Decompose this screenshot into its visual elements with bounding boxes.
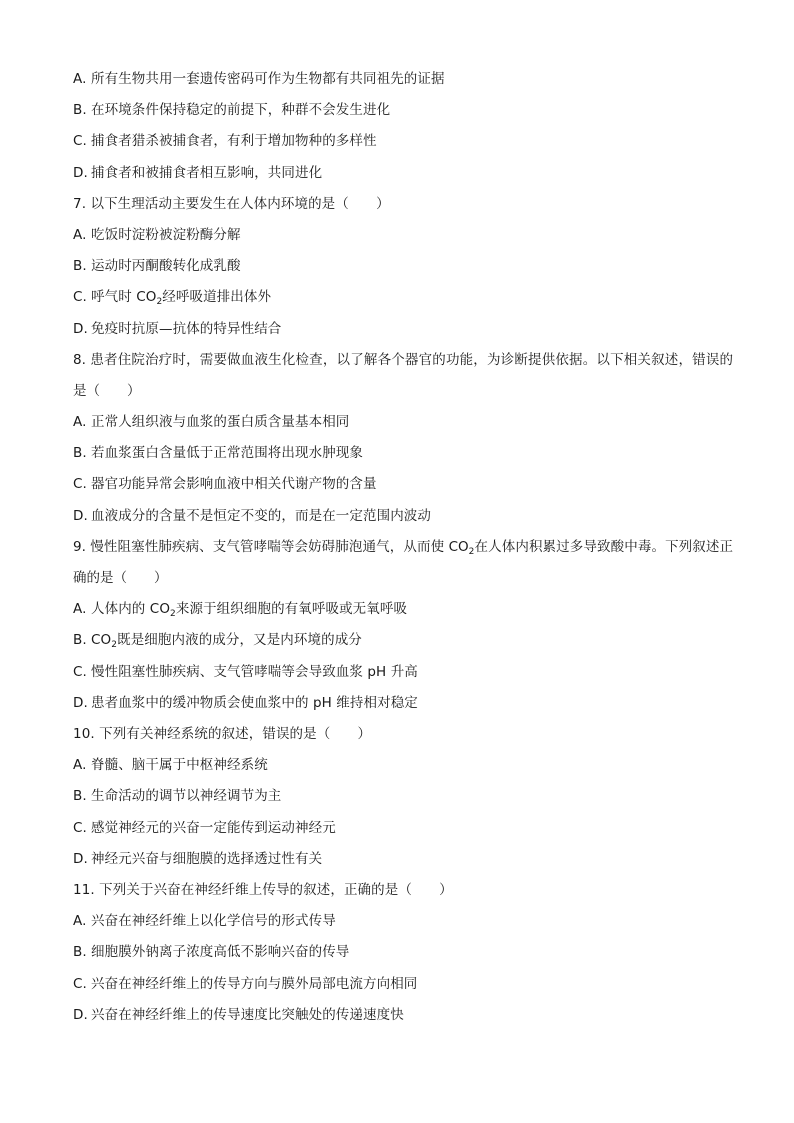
option-text: 患者血浆中的缓冲物质会使血浆中的 pH 维持相对稳定 [91, 694, 418, 711]
option-text: 人体内的 CO [91, 601, 171, 618]
option-line [73, 688, 733, 719]
option-line [73, 844, 733, 875]
option-text: 兴奋在神经纤维上的传导速度比突触处的传递速度快 [91, 1006, 404, 1023]
option-line [73, 407, 733, 438]
question-9-stem [73, 532, 733, 594]
option-text-cont: 既是细胞内液的成分，又是内环境的成分 [117, 632, 362, 649]
option-text: 捕食者和被捕食者相互影响，共同进化 [91, 164, 323, 181]
option-letter: A. [73, 601, 87, 618]
question-9-stem-text: 9. 慢性阻塞性肺疾病、支气管哮喘等会妨碍肺泡通气，从而使 CO [73, 538, 469, 555]
option-letter: B. [73, 258, 87, 275]
option-letter: A. [73, 913, 87, 930]
option-text: 捕食者猎杀被捕食者，有利于增加物种的多样性 [91, 133, 377, 150]
option-text: 脊髓、脑干属于中枢神经系统 [91, 757, 268, 774]
option-line [73, 937, 733, 968]
option-letter: D. [73, 850, 88, 867]
option-line [73, 657, 733, 688]
subscript: 2 [111, 640, 118, 651]
option-letter: C. [73, 975, 87, 992]
option-letter: B. [73, 445, 87, 462]
option-letter: B. [73, 102, 87, 119]
option-text: 兴奋在神经纤维上以化学信号的形式传导 [91, 913, 336, 930]
option-line [73, 95, 733, 126]
option-letter: D. [73, 1006, 88, 1023]
option-line [73, 969, 733, 1000]
question-11-stem: 11. 下列关于兴奋在神经纤维上传导的叙述，正确的是（ ） [73, 881, 453, 898]
option-line [73, 501, 733, 532]
option-line [73, 1000, 733, 1031]
option-line [73, 594, 733, 625]
option-text: 运动时丙酮酸转化成乳酸 [91, 258, 241, 275]
option-letter: D. [73, 694, 88, 711]
option-text: 吃饭时淀粉被淀粉酶分解 [91, 226, 241, 243]
option-text: 正常人组织液与血浆的蛋白质含量基本相同 [91, 414, 350, 431]
option-letter: C. [73, 819, 87, 836]
option-text: 细胞膜外钠离子浓度高低不影响兴奋的传导 [91, 944, 350, 961]
option-text: 神经元兴奋与细胞膜的选择透过性有关 [91, 850, 323, 867]
option-letter: B. [73, 788, 87, 805]
option-letter: C. [73, 133, 87, 150]
subscript: 2 [156, 297, 163, 308]
option-text: 免疫时抗原—抗体的特异性结合 [91, 320, 282, 337]
option-text: 在环境条件保持稳定的前提下，种群不会发生进化 [91, 102, 391, 119]
option-letter: D. [73, 164, 88, 181]
option-text: 所有生物共用一套遗传密码可作为生物都有共同祖先的证据 [91, 71, 445, 87]
option-text-cont: 经呼吸道排出体外 [162, 289, 272, 306]
option-letter: A. [73, 757, 87, 774]
question-10-stem: 10. 下列有关神经系统的叙述，错误的是（ ） [73, 726, 372, 742]
option-line [73, 158, 733, 189]
option-line [73, 438, 733, 469]
question-9-stem-cont: 在人体内积累过多导致酸中毒。下列叙述正确的是（ ） [73, 538, 734, 587]
subscript: 2 [170, 609, 176, 620]
question-7-stem: 7. 以下生理活动主要发生在人体内环境的是（ ） [73, 195, 390, 212]
option-line [73, 813, 733, 844]
option-letter: C. [73, 476, 87, 493]
option-text: 兴奋在神经纤维上的传导方向与膜外局部电流方向相同 [91, 975, 418, 992]
option-text: 生命活动的调节以神经调节为主 [91, 788, 282, 805]
question-content [73, 64, 733, 1031]
option-letter: C. [73, 289, 87, 306]
option-line [73, 781, 733, 812]
option-letter: C. [73, 663, 87, 680]
option-text: 若血浆蛋白含量低于正常范围将出现水肿现象 [91, 445, 363, 462]
option-text: 器官功能异常会影响血液中相关代谢产物的含量 [91, 476, 377, 493]
option-letter: A. [73, 71, 87, 87]
option-letter: A. [73, 226, 87, 243]
option-line [73, 625, 733, 656]
option-letter: B. [73, 632, 87, 649]
option-text: 呼气时 CO [91, 289, 157, 306]
option-letter: D. [73, 507, 88, 524]
option-line [73, 251, 733, 282]
subscript: 2 [468, 546, 475, 557]
option-line [73, 220, 733, 251]
option-line [73, 282, 733, 313]
option-line [73, 906, 733, 937]
option-letter: A. [73, 414, 87, 431]
option-text-cont: 来源于组织细胞的有氧呼吸或无氧呼吸 [175, 601, 408, 618]
option-text: CO [91, 632, 112, 649]
option-line [73, 750, 733, 781]
option-text: 慢性阻塞性肺疾病、支气管哮喘等会导致血浆 pH 升高 [91, 663, 418, 680]
option-letter: B. [73, 944, 87, 961]
option-line [73, 64, 733, 95]
option-letter: D. [73, 320, 88, 337]
option-line [73, 469, 733, 500]
option-line [73, 126, 733, 157]
question-8-stem: 8. 患者住院治疗时，需要做血液生化检查，以了解各个器官的功能，为诊断提供依据。以下相关叙述，错误的是（ ） [73, 351, 733, 399]
option-line [73, 314, 733, 345]
option-text: 感觉神经元的兴奋一定能传到运动神经元 [91, 819, 336, 836]
option-text: 血液成分的含量不是恒定不变的，而是在一定范围内波动 [91, 507, 431, 524]
